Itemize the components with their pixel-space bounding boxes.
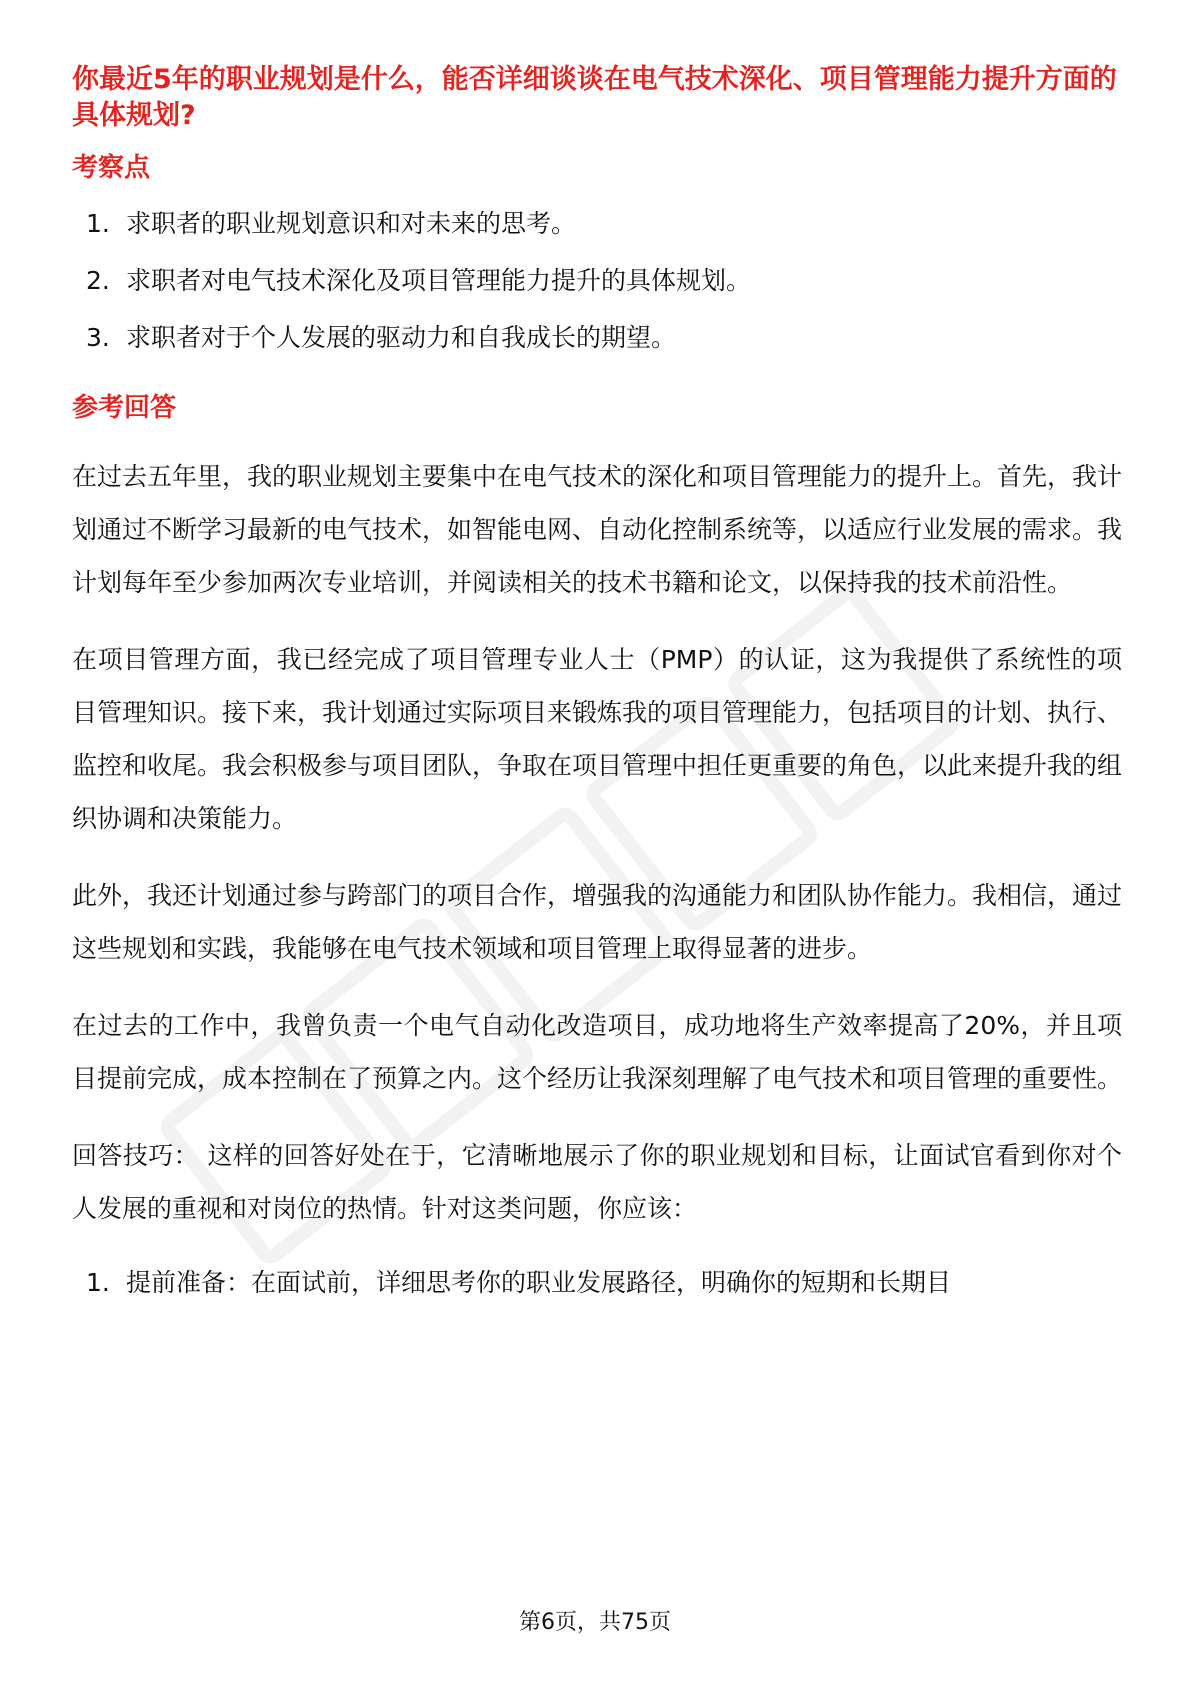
content [72, 62, 1122, 1303]
points-heading: 考察点 [72, 153, 151, 183]
answer-paragraph: 此外，我还计划通过参与跨部门的项目合作，增强我的沟通能力和团队协作能力。我相信，通过这些规划和实践，我能够在电气技术领域和项目管理上取得显著的进步。 [72, 881, 1123, 963]
tips-list [72, 1263, 1122, 1303]
list-number: 1. [86, 209, 110, 238]
tips-paragraph: 回答技巧： 这样的回答好处在于，它清晰地展示了你的职业规划和目标，让面试官看到你对个人发展的重视和对岗位的热情。针对这类问题，你应该： [72, 1141, 1122, 1223]
list-text: 提前准备：在面试前，详细思考你的职业发展路径，明确你的短期和长期目 [126, 1268, 952, 1297]
points-list [72, 204, 1122, 358]
list-text: 求职者对电气技术深化及项目管理能力提升的具体规划。 [126, 266, 752, 295]
list-item [72, 318, 1122, 358]
answer-paragraph: 在过去五年里，我的职业规划主要集中在电气技术的深化和项目管理能力的提升上。首先，我计划通过不断学习最新的电气技术，如智能电网、自动化控制系统等，以适应行业发展的需求。我计划每年至少参加两次专业培训，并阅读相关的技术书籍和论文，以保持我的技术前沿性。 [72, 462, 1123, 597]
answer-paragraph: 在过去的工作中，我曾负责一个电气自动化改造项目，成功地将生产效率提高了20%，并且项目提前完成，成本控制在了预算之内。这个经历让我深刻理解了电气技术和项目管理的重要性。 [72, 1011, 1123, 1093]
list-text: 求职者对于个人发展的驱动力和自我成长的期望。 [126, 323, 677, 352]
list-number: 1. [86, 1268, 110, 1297]
list-number: 3. [86, 323, 110, 352]
question-title: 你最近5年的职业规划是什么，能否详细谈谈在电气技术深化、项目管理能力提升方面的具体规划? [72, 64, 1117, 131]
list-number: 2. [86, 266, 110, 295]
list-item [72, 204, 1122, 244]
page-footer: 第6页，共75页 [519, 1610, 671, 1635]
list-item [72, 1263, 1122, 1303]
answer-heading: 参考回答 [72, 393, 177, 423]
list-item [72, 261, 1122, 301]
answer-paragraph: 在项目管理方面，我已经完成了项目管理专业人士（PMP）的认证，这为我提供了系统性的项目管理知识。接下来，我计划通过实际项目来锻炼我的项目管理能力，包括项目的计划、执行、监控和收尾。我会积极参与项目团队，争取在项目管理中担任更重要的角色，以此来提升我的组织协调和决策能力。 [72, 645, 1123, 833]
list-text: 求职者的职业规划意识和对未来的思考。 [126, 209, 577, 238]
